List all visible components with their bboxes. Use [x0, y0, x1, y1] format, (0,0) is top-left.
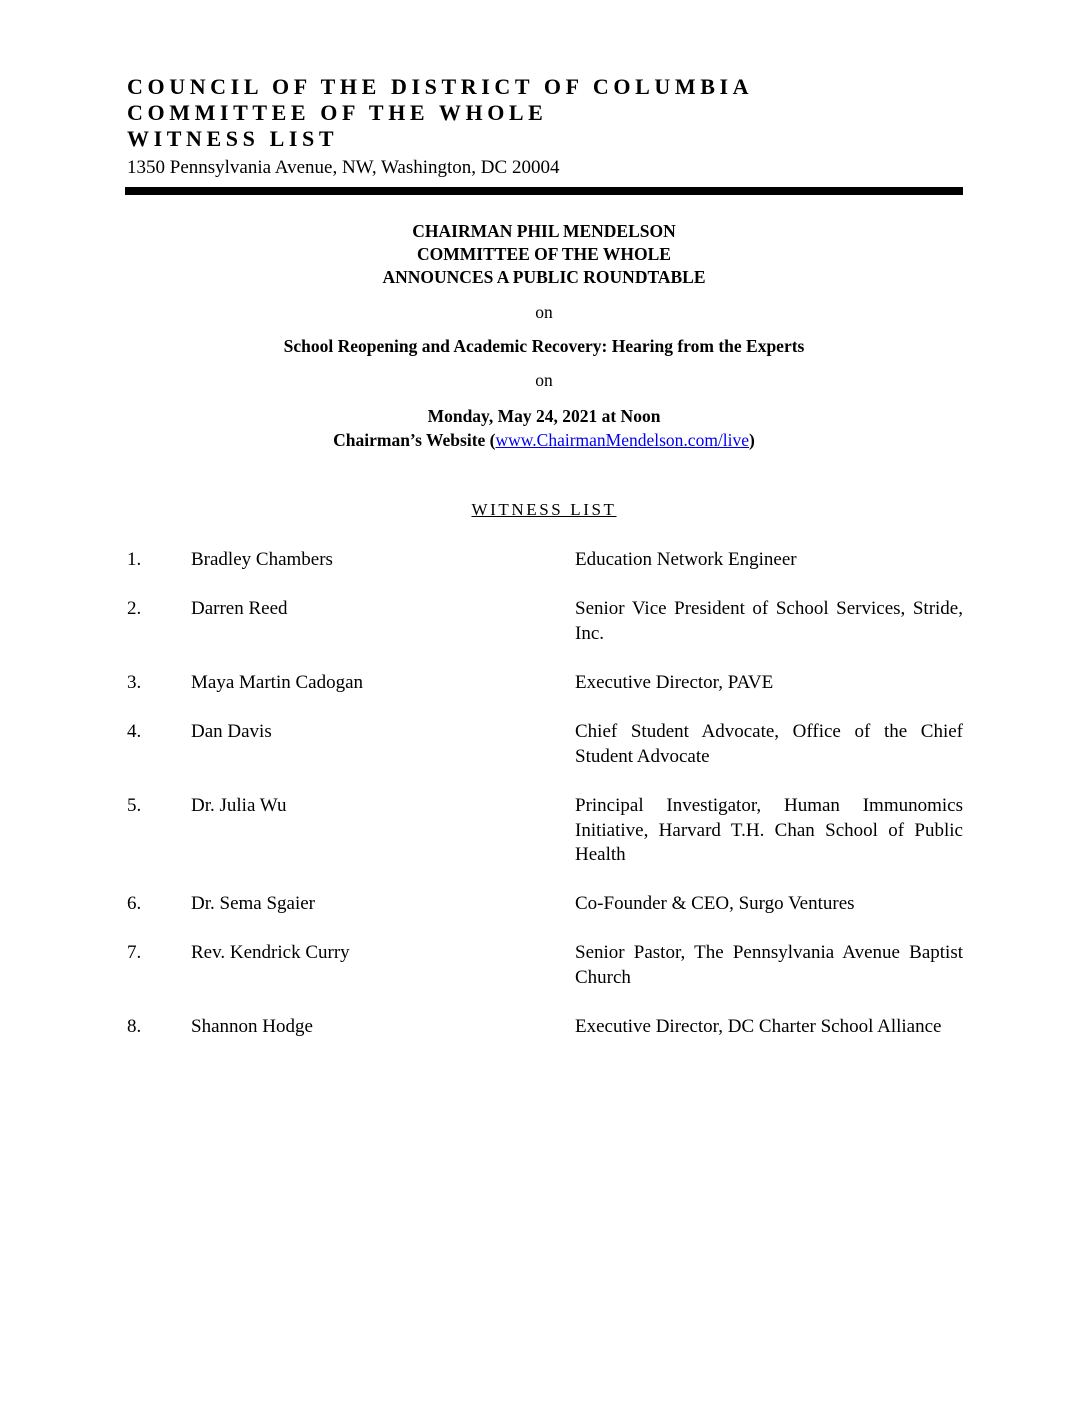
witness-number: 5. [127, 795, 142, 816]
roundtable-date-location [125, 404, 963, 452]
header-divider [125, 187, 963, 195]
witness-title: Co-Founder & CEO, Surgo Ventures [575, 893, 855, 914]
roundtable-date: Monday, May 24, 2021 at Noon [427, 406, 661, 426]
witness-number: 2. [127, 598, 142, 619]
witness-number: 7. [127, 942, 142, 963]
letterhead-doc-type: WITNESS LIST [127, 126, 339, 151]
witness-name: Rev. Kendrick Curry [191, 942, 350, 963]
witness-title: Executive Director, DC Charter School Alliance [575, 1016, 942, 1037]
letterhead-council: COUNCIL OF THE DISTRICT OF COLUMBIA [127, 74, 754, 99]
witness-name: Darren Reed [191, 598, 288, 619]
witness-number: 6. [127, 893, 142, 914]
witness-name: Bradley Chambers [191, 549, 333, 570]
witness-title: Chief Student Advocate, Office of the Chief Student Advocate [575, 721, 963, 767]
witness-title: Education Network Engineer [575, 549, 797, 570]
witness-number: 3. [127, 672, 142, 693]
website-link[interactable]: www.ChairmanMendelson.com/live [495, 430, 750, 450]
letterhead-committee: COMMITTEE OF THE WHOLE [127, 100, 548, 125]
announcement-block [125, 220, 963, 289]
witness-number: 1. [127, 549, 142, 570]
witness-title: Principal Investigator, Human Immunomics Initiative, Harvard T.H. Chan School of Public Health [575, 795, 963, 866]
letterhead [127, 74, 967, 180]
witness-name: Dan Davis [191, 721, 272, 742]
letterhead-address: 1350 Pennsylvania Avenue, NW, Washington, DC 20004 [127, 157, 560, 178]
witness-title: Executive Director, PAVE [575, 672, 774, 693]
roundtable-subject: School Reopening and Academic Recovery: Hearing from the Experts [283, 336, 805, 356]
witness-name: Dr. Sema Sgaier [191, 893, 316, 914]
roundtable-website-line [125, 428, 963, 452]
website-label: Chairman’s Website ( [333, 430, 496, 450]
witness-number: 4. [127, 721, 142, 742]
witness-title: Senior Vice President of School Services, Stride, Inc. [575, 598, 963, 644]
witness-name: Shannon Hodge [191, 1016, 313, 1037]
announcement-on-2: on [535, 370, 553, 390]
witness-list-heading: WITNESS LIST [471, 500, 617, 519]
website-close-paren: ) [749, 430, 755, 450]
announcement-chairman: CHAIRMAN PHIL MENDELSON [412, 221, 676, 241]
witness-name: Maya Martin Cadogan [191, 672, 364, 693]
announcement-on-1: on [535, 302, 553, 322]
announcement-roundtable: ANNOUNCES A PUBLIC ROUNDTABLE [382, 267, 706, 287]
announcement-committee: COMMITTEE OF THE WHOLE [417, 244, 671, 264]
witness-name: Dr. Julia Wu [191, 795, 287, 816]
witness-title: Senior Pastor, The Pennsylvania Avenue Baptist Church [575, 942, 963, 988]
witness-number: 8. [127, 1016, 142, 1037]
